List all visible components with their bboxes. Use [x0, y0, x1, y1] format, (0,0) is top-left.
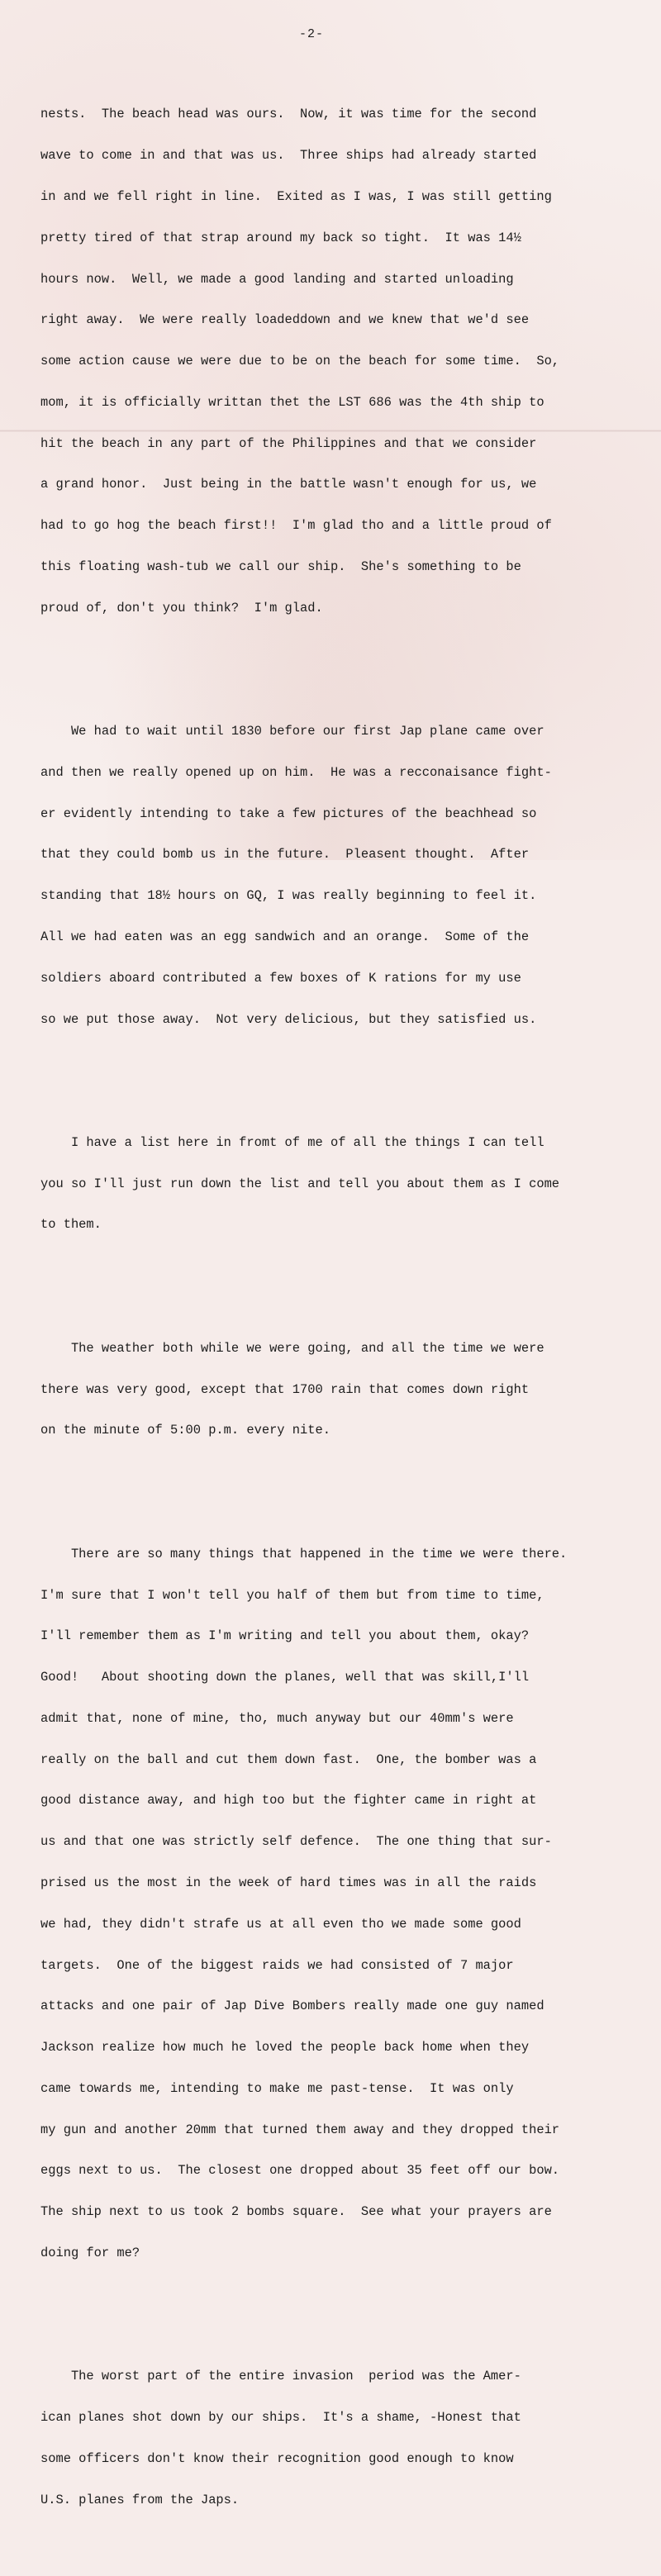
text-line: ican planes shot down by our ships. It's a shame, -Honest that: [40, 2410, 521, 2426]
text-line: er evidently intending to take a few pictures of the beachhead so: [40, 806, 537, 821]
text-line: All we had eaten was an egg sandwich and an orange. Some of the: [40, 929, 530, 944]
paragraph: [40, 2342, 656, 2534]
text-line: my gun and another 20mm that turned them away and they dropped their: [40, 2122, 560, 2137]
page-number: -2-: [299, 27, 325, 41]
text-line: you so I'll just run down the list and tell you about them as I come: [40, 1176, 560, 1191]
text-line: there was very good, except that 1700 rain that comes down right: [40, 1381, 530, 1397]
text-line: good distance away, and high too but the fighter came in right at: [40, 1793, 537, 1808]
text-line: hit the beach in any part of the Philippines and that we consider: [40, 435, 537, 451]
text-line: us and that one was strictly self defence. The one thing that sur-: [40, 1834, 552, 1850]
paragraph: [40, 1314, 656, 1466]
paragraph: [40, 1109, 656, 1260]
text-line: so we put those away. Not very delicious, but they satisfied us.: [40, 1011, 537, 1027]
text-line: prised us the most in the week of hard times was in all the raids: [40, 1875, 537, 1890]
text-line: mom, it is officially writtan thet the LST 686 was the 4th ship to: [40, 394, 544, 410]
text-line: targets. One of the biggest raids we had consisted of 7 major: [40, 1957, 514, 1973]
text-line: came towards me, intending to make me past-tense. It was only: [40, 2080, 514, 2096]
text-line: attacks and one pair of Jap Dive Bombers really made one guy named: [40, 1999, 544, 2014]
text-line: to them.: [40, 1217, 102, 1233]
text-line: I'm sure that I won't tell you half of them but from time to time,: [40, 1587, 544, 1603]
text-line: that they could bomb us in the future. Pleasent thought. After: [40, 847, 530, 863]
text-line: I have a list here in fromt of me of all the things I can tell: [40, 1134, 544, 1150]
text-line: standing that 18½ hours on GQ, I was really beginning to feel it.: [40, 888, 537, 904]
text-line: a grand honor. Just being in the battle wasn't enough for us, we: [40, 477, 537, 492]
text-line: doing for me?: [40, 2246, 140, 2260]
text-line: pretty tired of that strap around my back so tight. It was 14½: [40, 230, 521, 245]
text-line: soldiers aboard contributed a few boxes of K rations for my use: [40, 970, 521, 986]
text-line: eggs next to us. The closest one dropped about 35 feet off our bow.: [40, 2163, 560, 2179]
text-line: right away. We were really loadeddown and we knew that we'd see: [40, 312, 530, 328]
text-line: had to go hog the beach first!! I'm glad tho and a little proud of: [40, 518, 552, 534]
text-line: and then we really opened up on him. He was a recconaisance fight-: [40, 764, 552, 780]
text-line: U.S. planes from the Japs.: [40, 2492, 240, 2507]
paragraph: [40, 1520, 656, 2288]
text-line: admit that, none of mine, tho, much anyway but our 40mm's were: [40, 1710, 514, 1726]
text-line: Good! About shooting down the planes, well that was skill,I'll: [40, 1670, 530, 1685]
text-line: We had to wait until 1830 before our first Jap plane came over: [40, 724, 544, 739]
text-line: There are so many things that happened in the time we were there.: [40, 1546, 568, 1561]
text-line: nests. The beach head was ours. Now, it was time for the second: [40, 107, 537, 122]
text-line: proud of, don't you think? I'm glad.: [40, 600, 323, 615]
paragraph: [40, 697, 656, 1053]
text-line: in and we fell right in line. Exited as I was, I was still getting: [40, 188, 552, 204]
text-line: The worst part of the entire invasion period was the Amer-: [40, 2369, 521, 2384]
text-line: I'll remember them as I'm writing and tell you about them, okay?: [40, 1628, 530, 1644]
text-line: hours now. Well, we made a good landing and started unloading: [40, 271, 514, 287]
text-line: really on the ball and cut them down fast. One, the bomber was a: [40, 1751, 537, 1767]
text-line: Jackson realize how much he loved the people back home when they: [40, 2040, 530, 2056]
text-line: this floating wash-tub we call our ship. She's something to be: [40, 558, 521, 574]
text-line: The ship next to us took 2 bombs square. See what your prayers are: [40, 2204, 552, 2220]
letter-body: [40, 53, 656, 2575]
text-line: some officers don't know their recognition good enough to know: [40, 2450, 514, 2466]
paragraph: [40, 80, 656, 642]
text-line: we had, they didn't strafe us at all even tho we made some good: [40, 1916, 521, 1932]
text-line: some action cause we were due to be on the beach for some time. So,: [40, 354, 560, 369]
text-line: The weather both while we were going, and all the time we were: [40, 1340, 544, 1356]
text-line: wave to come in and that was us. Three ships had already started: [40, 148, 537, 164]
text-line: on the minute of 5:00 p.m. every nite.: [40, 1423, 330, 1438]
